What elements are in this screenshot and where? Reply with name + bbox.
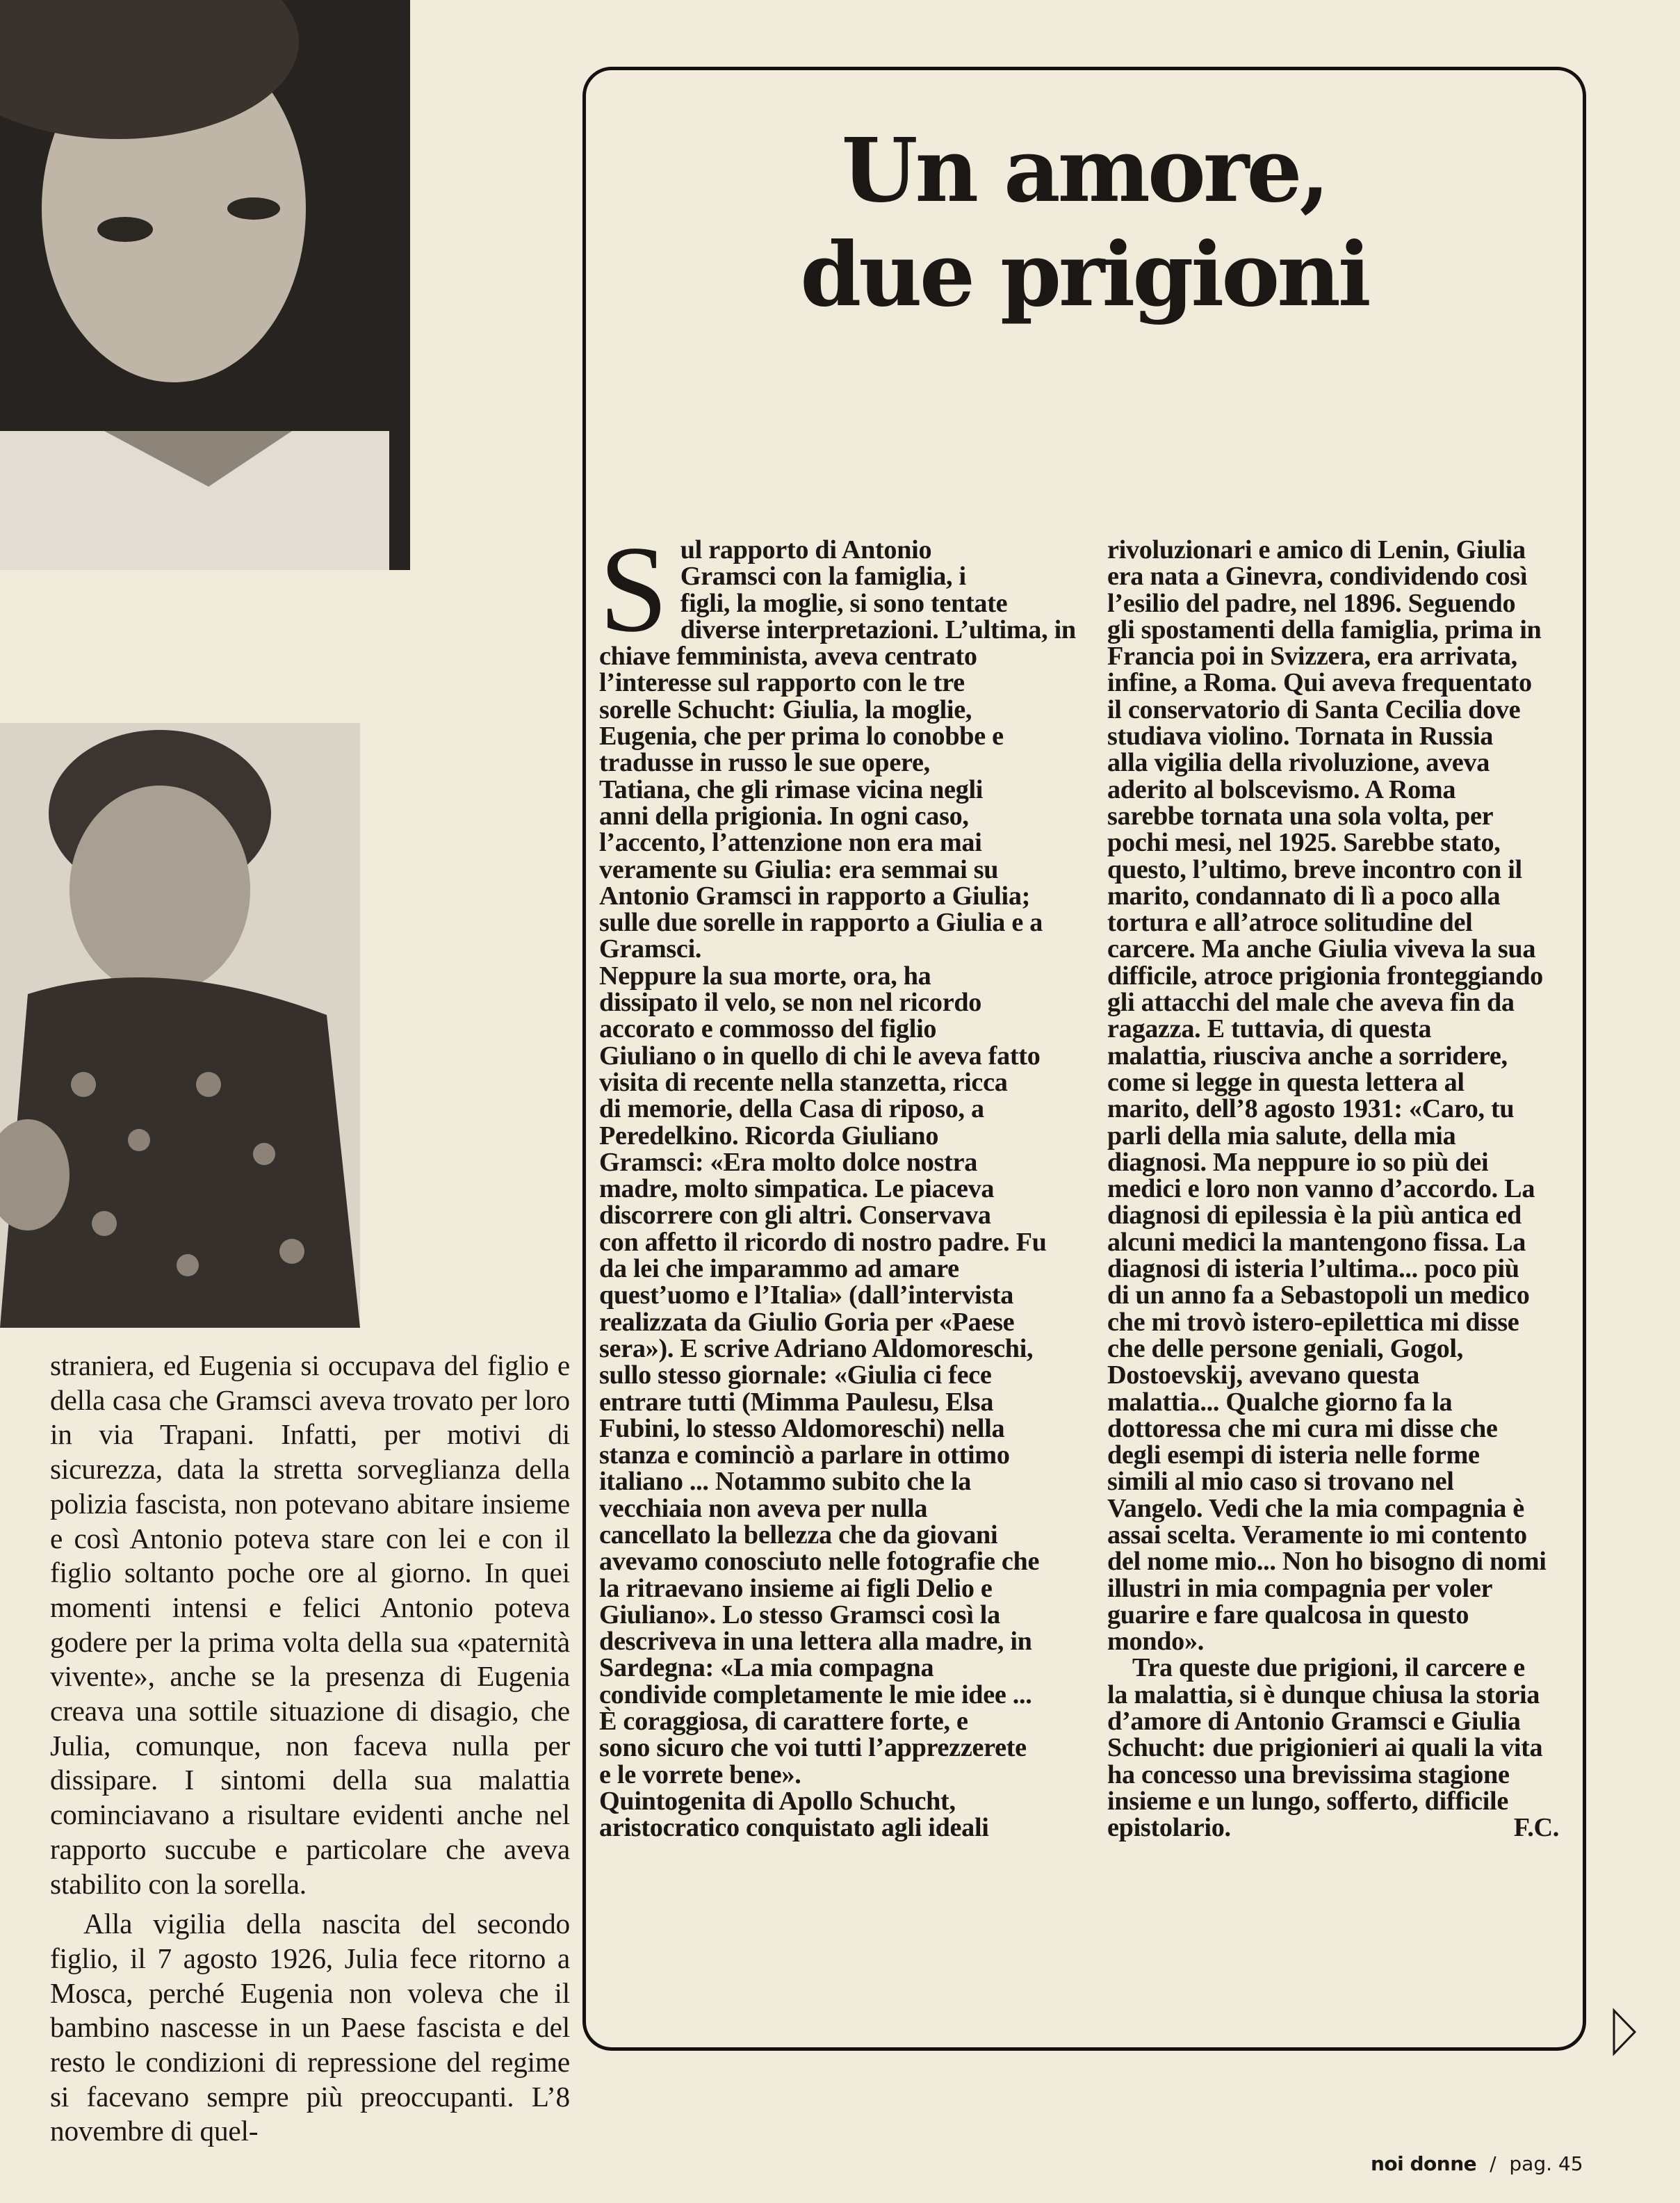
article-line: pochi mesi, nel 1925. Sarebbe stato,	[1107, 828, 1501, 858]
article-line: sullo stesso giornale: «Giulia ci fece	[599, 1360, 992, 1390]
article-line: guarire e fare qualcosa in questo	[1107, 1600, 1469, 1629]
article-line: sera»). E scrive Adriano Aldomoreschi,	[599, 1333, 1034, 1363]
article-line: parli della mia salute, della mia	[1107, 1121, 1456, 1151]
article-line: degli esempi di isteria nelle forme	[1107, 1440, 1480, 1470]
title-line-1: Un amore,	[841, 119, 1328, 222]
article-line: Neppure la sua morte, ora, ha	[599, 961, 931, 991]
left-paragraph-1: straniera, ed Eugenia si occupava del figlio e della casa che Gramsci aveva trovato per loro in via Trapani. Infatti, per motivi di sicurezza, data la stretta sorveglianza della polizia fascista, non potevano abitare insieme e così Antonio poteva stare con lei e con il figlio soltanto poche ore al giorno. In quei momenti intensi e felici Antonio poteva godere per la prima volta della sua «paternità vivente», anche se la presenza di Eugenia creava una sottile situazione di disagio, che Julia, comunque, non faceva nulla per dissipare. I sintomi della sua malattia cominciavano a risultare evidenti anche nel rapporto succube e particolare che aveva stabilito con la sorella.	[50, 1349, 570, 1900]
article-line: ragazza. E tuttavia, di questa	[1107, 1014, 1432, 1044]
article-line: quest’uomo e l’Italia» (dall’intervista	[599, 1281, 1014, 1310]
article-line: avevamo conosciuto nelle fotografie che	[599, 1547, 1040, 1577]
page-footer	[1371, 2152, 1663, 2175]
article-line: simili al mio caso si trovano nel	[1107, 1467, 1454, 1497]
article-line: Giuliano». Lo stesso Gramsci così la	[599, 1600, 1000, 1629]
article-line: la ritraevano insieme ai figli Delio e	[599, 1573, 993, 1603]
article-line: Antonio Gramsci in rapporto a Giulia;	[599, 881, 1031, 911]
article-line: italiano ... Notammo subito che la	[599, 1467, 972, 1497]
article-line: dottoressa che mi cura mi disse che	[1107, 1413, 1498, 1443]
article-line: assai scelta. Veramente io mi contento	[1107, 1520, 1527, 1550]
article-line: la malattia, si è dunque chiusa la storia	[1107, 1680, 1540, 1709]
article-line: malattia, riusciva anche a sorridere,	[1107, 1041, 1508, 1071]
article-line: diagnosi di isteria l’ultima... poco più	[1107, 1254, 1519, 1284]
article-line: l’accento, l’attenzione non era mai	[599, 828, 982, 858]
article-line: carcere. Ma anche Giulia viveva la sua	[1107, 934, 1536, 964]
article-line: sarebbe tornata una sola volta, per	[1107, 801, 1494, 831]
article-line: diverse interpretazioni. L’ultima, in	[680, 615, 1076, 644]
article-line: chiave femminista, aveva centrato	[599, 642, 977, 672]
article-line: l’interesse sul rapporto con le tre	[599, 668, 965, 698]
article-line: diagnosi di epilessia è la più antica ed	[1107, 1201, 1522, 1230]
article-line: ul rapporto di Antonio	[680, 535, 932, 564]
article-line: sorelle Schucht: Giulia, la moglie,	[599, 694, 972, 724]
article-line: che delle persone geniali, Gogol,	[1107, 1333, 1463, 1363]
left-continuation-text	[50, 1349, 570, 2149]
article-line: marito, dell’8 agosto 1931: «Caro, tu	[1107, 1094, 1515, 1124]
article-line: cancellato la bellezza che da giovani	[599, 1520, 998, 1550]
photo-young-man-image	[0, 0, 410, 570]
article-line: Gramsci: «Era molto dolce nostra	[599, 1147, 978, 1177]
signature: F.C.	[1513, 1813, 1559, 1843]
article-line: dissipato il velo, se non nel ricordo	[599, 988, 982, 1018]
article-line: aristocratico conquistato agli ideali	[599, 1813, 989, 1843]
article-title	[626, 118, 1543, 327]
article-line: tradusse in russo le sue opere,	[599, 748, 930, 778]
article-line: alla vigilia della rivoluzione, aveva	[1107, 748, 1490, 778]
article-line: accorato e commosso del figlio	[599, 1014, 937, 1044]
article-line: aderito al bolscevismo. A Roma	[1107, 774, 1456, 804]
article-line: È coraggiosa, di carattere forte, e	[599, 1707, 968, 1737]
magazine-brand: noi donne	[1371, 2152, 1477, 2175]
article-line: Giuliano o in quello di chi le aveva fatto	[599, 1041, 1041, 1071]
column-2-lines	[1107, 537, 1580, 1814]
article-line: condivide completamente le mie idee ...	[599, 1680, 1032, 1709]
article-line: tortura e all’atroce solitudine del	[1107, 908, 1473, 938]
article-line: Quintogenita di Apollo Schucht,	[599, 1786, 956, 1816]
article-line: vecchiaia non aveva per nulla	[599, 1493, 928, 1523]
article-line: madre, molto simpatica. Le piaceva	[599, 1174, 995, 1204]
article-column-1	[599, 520, 1079, 1843]
article-line: che mi trovò istero-epilettica mi disse	[1107, 1307, 1519, 1337]
page-number: pag. 45	[1509, 2152, 1583, 2175]
article-line: studiava violino. Tornata in Russia	[1107, 722, 1494, 751]
article-line: d’amore di Antonio Gramsci e Giulia	[1107, 1707, 1521, 1737]
article-line: stanza e cominciò a parlare in ottimo	[599, 1440, 1010, 1470]
article-line: con affetto il ricordo di nostro padre. Fu	[599, 1227, 1047, 1257]
article-line: e le vorrete bene».	[599, 1759, 801, 1789]
article-line: come si legge in questa lettera al	[1107, 1067, 1465, 1097]
article-line: difficile, atroce prigionia fronteggiando	[1107, 961, 1543, 991]
article-line: alcuni medici la mantengono fissa. La	[1107, 1227, 1526, 1257]
article-line: figli, la moglie, si sono tentate	[680, 588, 1008, 618]
article-line: ha concesso una brevissima stagione	[1107, 1759, 1510, 1789]
article-column-2	[1107, 537, 1580, 1842]
article-line: realizzata da Giulio Goria per «Paese	[599, 1307, 1015, 1337]
article-line: del nome mio... Non ho bisogno di nomi	[1107, 1547, 1547, 1577]
column-1-lines	[599, 520, 1079, 1843]
article-line: rivoluzionari e amico di Lenin, Giulia	[1107, 535, 1526, 564]
article-line: era nata a Ginevra, condividendo così	[1107, 562, 1528, 592]
article-line: Eugenia, che per prima lo conobbe e	[599, 722, 1004, 751]
article-line: entrare tutti (Mimma Paulesu, Elsa	[599, 1387, 994, 1417]
article-line: Sardegna: «La mia compagna	[599, 1653, 934, 1683]
article-line: Vangelo. Vedi che la mia compagnia è	[1107, 1493, 1524, 1523]
left-paragraph-2: Alla vigilia della nascita del secondo figlio, il 7 agosto 1926, Julia fece ritorno a Mosca, perché Eugenia non voleva che il bambino nascesse in un Paese fascista e del resto le condizioni di repressione del regime si facevano sempre più preoccupanti. L’8 novembre di quel-	[50, 1908, 570, 2147]
article-line: insieme e un lungo, sofferto, difficile	[1107, 1786, 1508, 1816]
article-line: di un anno fa a Sebastopoli un medico	[1107, 1281, 1530, 1310]
article-line: Francia poi in Svizzera, era arrivata,	[1107, 642, 1517, 672]
article-line: Peredelkino. Ricorda Giuliano	[599, 1121, 939, 1151]
article-line: visita di recente nella stanzetta, ricca	[599, 1067, 1008, 1097]
article-line: illustri in mia compagnia per voler	[1107, 1573, 1493, 1603]
article-line: discorrere con gli altri. Conservava	[599, 1201, 991, 1230]
article-line: sulle due sorelle in rapporto a Giulia e a	[599, 908, 1043, 938]
drop-cap: S	[599, 520, 668, 658]
article-line: questo, l’ultimo, breve incontro con il	[1107, 854, 1522, 884]
article-line: mondo».	[1107, 1627, 1205, 1657]
continue-arrow-icon	[1611, 2008, 1639, 2056]
article-line: l’esilio del padre, nel 1896. Seguendo	[1107, 588, 1516, 618]
article-line: descriveva in una lettera alla madre, in	[599, 1627, 1032, 1657]
article-line: infine, a Roma. Qui aveva frequentato	[1107, 668, 1532, 698]
signature-line	[1107, 1814, 1580, 1841]
article-line: da lei che imparammo ad amare	[599, 1254, 959, 1284]
article-line: diagnosi. Ma neppure io so più dei	[1107, 1147, 1489, 1177]
article-line: malattia... Qualche giorno fa la	[1107, 1387, 1453, 1417]
article-line: Tra queste due prigioni, il carcere e	[1132, 1653, 1525, 1683]
article-line: gli attacchi del male che aveva fin da	[1107, 988, 1515, 1018]
footer-separator: /	[1490, 2152, 1496, 2175]
article-line: Dostoevskij, avevano questa	[1107, 1360, 1420, 1390]
column-2-last-line: epistolario.	[1107, 1813, 1231, 1843]
article-line: medici e loro non vanno d’accordo. La	[1107, 1174, 1535, 1204]
photo-young-man	[0, 0, 410, 570]
photo-elderly-woman-image	[0, 723, 360, 1328]
article-line: veramente su Giulia: era semmai su	[599, 854, 999, 884]
article-line: sono sicuro che voi tutti l’apprezzerete	[599, 1733, 1027, 1763]
article-line: Fubini, lo stesso Aldomoreschi) nella	[599, 1413, 1005, 1443]
article-line: il conservatorio di Santa Cecilia dove	[1107, 694, 1521, 724]
article-line: Gramsci con la famiglia, i	[680, 562, 966, 592]
article-line: anni della prigionia. In ogni caso,	[599, 801, 969, 831]
article-line: Schucht: due prigionieri ai quali la vita	[1107, 1733, 1543, 1763]
article-line: Tatiana, che gli rimase vicina negli	[599, 774, 984, 804]
title-line-2: due prigioni	[800, 223, 1369, 326]
photo-elderly-woman	[0, 723, 360, 1328]
article-line: Gramsci.	[599, 934, 702, 964]
article-line: marito, condannato di lì a poco alla	[1107, 881, 1501, 911]
article-line: gli spostamenti della famiglia, prima in	[1107, 615, 1542, 644]
article-line: di memorie, della Casa di riposo, a	[599, 1094, 984, 1124]
